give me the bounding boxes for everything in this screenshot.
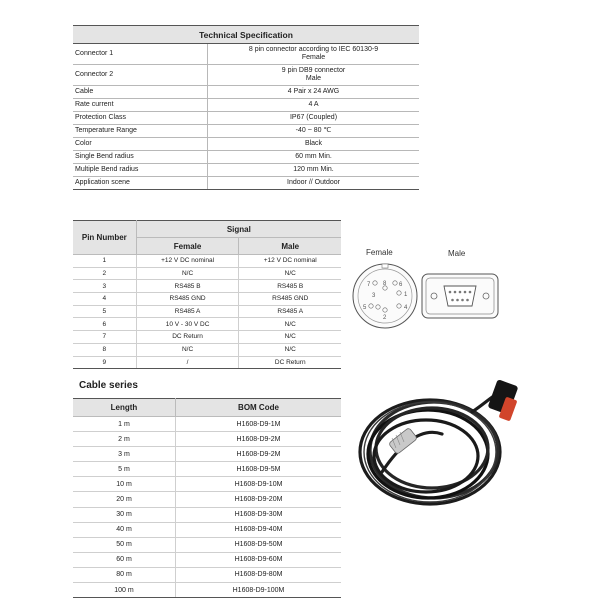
female-pin-label: 4: [404, 305, 408, 311]
pin-row: [73, 305, 341, 318]
spec-row: [73, 86, 419, 99]
cable-series-table: [73, 398, 341, 598]
cable-row: [73, 583, 341, 598]
pin-row: [73, 343, 341, 356]
cable-length: 1 m: [73, 417, 176, 432]
spec-key: Protection Class: [73, 112, 208, 125]
spec-row: [73, 99, 419, 112]
pin-number: 6: [73, 318, 136, 331]
cable-bom-code: H1608-D9-10M: [176, 477, 342, 492]
pin-number: 3: [73, 280, 136, 293]
spec-value: 120 mm Min.: [208, 164, 420, 177]
cable-bom-code: H1608-D9-30M: [176, 507, 342, 522]
spec-row: [73, 151, 419, 164]
pin-assignment-table: [73, 220, 341, 369]
cable-length: 100 m: [73, 583, 176, 598]
pin-row: [73, 280, 341, 293]
spec-value: IP67 (Coupled): [208, 112, 420, 125]
female-pin-label: 6: [399, 282, 403, 288]
cable-row: [73, 552, 341, 567]
female-signal: DC Return: [136, 331, 239, 344]
cable-row: [73, 432, 341, 447]
cable-bom-code: H1608-D9-100M: [176, 583, 342, 598]
pin-row: [73, 293, 341, 306]
spec-row: [73, 112, 419, 125]
db9-connector-end: [488, 379, 519, 421]
cable-bom-code: H1608-D9-2M: [176, 432, 342, 447]
cable-bom-code: H1608-D9-20M: [176, 492, 342, 507]
spec-value: 4 A: [208, 99, 420, 112]
female-signal: /: [136, 356, 239, 369]
cable-length: 80 m: [73, 567, 176, 582]
cable-row: [73, 537, 341, 552]
cable-series-title: Cable series: [79, 380, 138, 391]
female-header: Female: [136, 238, 239, 255]
male-signal: N/C: [239, 318, 341, 331]
spec-value: [208, 65, 420, 86]
female-pin-label: 7: [367, 282, 371, 288]
cable-row: [73, 507, 341, 522]
cable-bom-code: H1608-D9-1M: [176, 417, 342, 432]
pin-row: [73, 255, 341, 268]
bom-code-header: BOM Code: [176, 399, 342, 417]
female-signal: RS485 B: [136, 280, 239, 293]
female-connector-label: Female: [366, 248, 393, 257]
pin-number: 2: [73, 267, 136, 280]
spec-row: [73, 164, 419, 177]
spec-key: Rate current: [73, 99, 208, 112]
cable-length: 10 m: [73, 477, 176, 492]
spec-row: [73, 177, 419, 190]
cable-row: [73, 567, 341, 582]
cable-row: [73, 462, 341, 477]
male-signal: RS485 B: [239, 280, 341, 293]
pin-number: 8: [73, 343, 136, 356]
spec-title: Technical Specification: [73, 26, 419, 44]
female-signal: RS485 GND: [136, 293, 239, 306]
spec-value-line1: 8 pin connector according to IEC 60130-9: [248, 46, 379, 53]
cable-row: [73, 522, 341, 537]
signal-header: Signal: [136, 221, 341, 238]
spec-value: 60 mm Min.: [208, 151, 420, 164]
male-signal: N/C: [239, 343, 341, 356]
male-header: Male: [239, 238, 341, 255]
female-signal: RS485 A: [136, 305, 239, 318]
cable-length: 5 m: [73, 462, 176, 477]
pin-number: 7: [73, 331, 136, 344]
male-connector-label: Male: [448, 249, 466, 258]
length-header: Length: [73, 399, 176, 417]
pin-number: 1: [73, 255, 136, 268]
pin-row: [73, 356, 341, 369]
spec-value: 4 Pair x 24 AWG: [208, 86, 420, 99]
male-signal: RS485 A: [239, 305, 341, 318]
cable-length: 3 m: [73, 447, 176, 462]
spec-row: [73, 138, 419, 151]
cable-length: 40 m: [73, 522, 176, 537]
cable-length: 2 m: [73, 432, 176, 447]
m8-connector-end: [388, 427, 417, 454]
spec-value: -40 ~ 80 ℃: [208, 125, 420, 138]
cable-bom-code: H1608-D9-80M: [176, 567, 342, 582]
spec-key: Connector 2: [73, 65, 208, 86]
female-pin-label: 1: [404, 292, 408, 298]
female-signal: 10 V - 30 V DC: [136, 318, 239, 331]
cable-row: [73, 477, 341, 492]
female-pin-label: 5: [363, 305, 367, 311]
technical-spec-table: [73, 25, 419, 190]
pin-number: 5: [73, 305, 136, 318]
male-signal: N/C: [239, 267, 341, 280]
spec-key: Connector 1: [73, 44, 208, 65]
cable-bom-code: H1608-D9-2M: [176, 447, 342, 462]
spec-key: Application scene: [73, 177, 208, 190]
female-pin-label: 3: [372, 293, 376, 299]
spec-value: Black: [208, 138, 420, 151]
cable-length: 50 m: [73, 537, 176, 552]
spec-value: Indoor // Outdoor: [208, 177, 420, 190]
spec-row: [73, 44, 419, 65]
spec-row: [73, 125, 419, 138]
male-signal: DC Return: [239, 356, 341, 369]
cable-row: [73, 417, 341, 432]
male-signal: N/C: [239, 331, 341, 344]
female-pin-label: 2: [383, 315, 387, 321]
male-signal: RS485 GND: [239, 293, 341, 306]
cable-row: [73, 447, 341, 462]
spec-row: [73, 65, 419, 86]
female-connector-drawing: [348, 262, 423, 330]
pin-row: [73, 318, 341, 331]
female-signal: N/C: [136, 343, 239, 356]
female-signal: +12 V DC nominal: [136, 255, 239, 268]
pin-number: 4: [73, 293, 136, 306]
spec-value-line2: Male: [305, 75, 322, 82]
spec-key: Cable: [73, 86, 208, 99]
cable-length: 30 m: [73, 507, 176, 522]
spec-key: Multiple Bend radius: [73, 164, 208, 177]
cable-bom-code: H1608-D9-60M: [176, 552, 342, 567]
cable-length: 20 m: [73, 492, 176, 507]
female-signal: N/C: [136, 267, 239, 280]
pin-number: 9: [73, 356, 136, 369]
spec-value-line2: Female: [301, 54, 326, 61]
spec-value-line1: 9 pin DB9 connector: [281, 67, 346, 74]
male-signal: +12 V DC nominal: [239, 255, 341, 268]
spec-key: Single Bend radius: [73, 151, 208, 164]
pin-number-header: Pin Number: [73, 221, 136, 255]
coiled-cable-image: [352, 372, 530, 512]
male-db9-connector-drawing: [420, 272, 500, 320]
spec-key: Temperature Range: [73, 125, 208, 138]
cable-row: [73, 492, 341, 507]
female-pin-label: 8: [383, 281, 387, 287]
cable-length: 60 m: [73, 552, 176, 567]
cable-bom-code: H1608-D9-50M: [176, 537, 342, 552]
spec-key: Color: [73, 138, 208, 151]
spec-value: [208, 44, 420, 65]
pin-row: [73, 267, 341, 280]
cable-bom-code: H1608-D9-40M: [176, 522, 342, 537]
pin-row: [73, 331, 341, 344]
cable-bom-code: H1608-D9-5M: [176, 462, 342, 477]
